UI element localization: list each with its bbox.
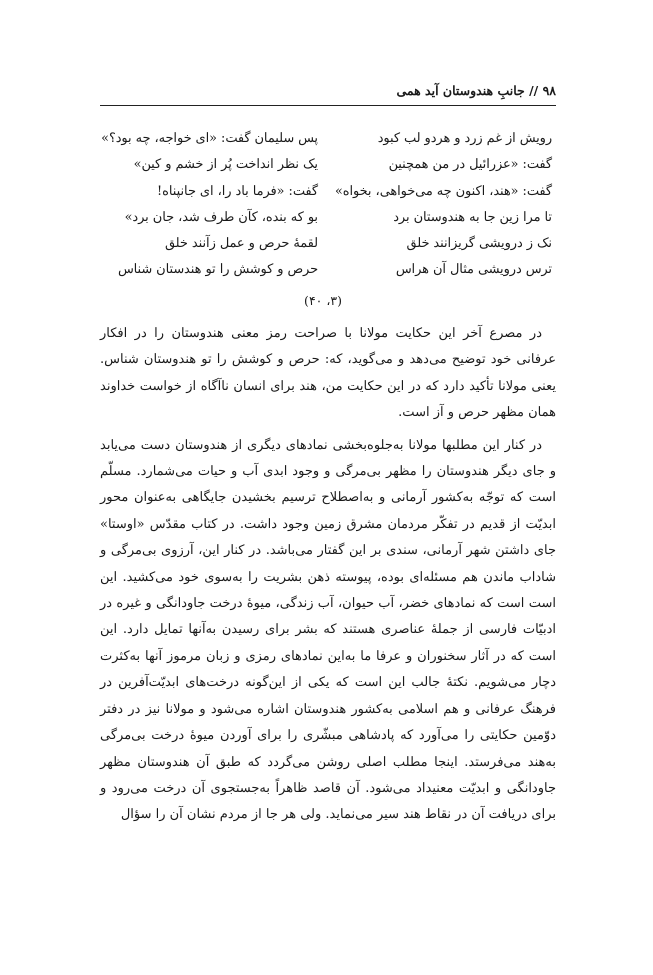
hemistich-first: ترس درویشی مثال آن هراس <box>395 262 552 278</box>
hemistich-first: رویش از غم زرد و هردو لب کبود <box>377 131 552 146</box>
poem-couplet <box>100 257 556 283</box>
paragraph: در مصرع آخر این حکایت مولانا با صراحت رمز معنی هندوستان را در افکار عرفانی خود توضیح می‌دهد و می‌گوید، که: حرص و کوشش را تو هندوستان شناس. یعنی مولانا تأکید دارد که در این حکایت من، هند برای انسان ناآگاه از خواست خداوند همان مظهر حرص و آز است. <box>100 326 556 421</box>
hemistich-second: حرص و کوشش را تو هندستان شناس <box>118 262 318 278</box>
hemistich-second: لقمهٔ حرص و عمل زآنند خلق <box>164 236 318 252</box>
poem-couplet <box>100 179 556 205</box>
hemistich-first: تا مرا زین جا به هندوستان برد <box>393 209 552 225</box>
running-head: ۹۸ // جانبِ هندوستان آید همی <box>396 83 556 98</box>
poem-reference: (۳، ۴۰) <box>304 293 342 308</box>
poem-couplet <box>100 205 556 231</box>
hemistich-first: گفت: «عزرائیل در من همچنین <box>388 157 552 173</box>
poem-couplet <box>100 152 556 178</box>
hemistich-first: نک ز درویشی گریزانند خلق <box>406 236 552 252</box>
hemistich-second: بو که بنده، کآن طرف شد، جان برد» <box>124 209 318 225</box>
book-page <box>100 0 556 975</box>
paragraph: در کنار این مطلبها مولانا به‌جلوه‌بخشی نمادهای دیگری از هندوستان دست می‌یابد و جای دیگر هندوستان را مظهر بی‌مرگی و وجود ابدی آب و حیات می‌شمارد. مسلّم است که توجّه به‌کشور آرمانی و به‌اصطلاح ترسیم بخشیدن جایگاهی به‌عنوان محور ابدیّت از قدیم در تفکّر مردمان مشرق زمین وجود داشت. در کتاب مقدّس «اوستا» جای داشتن شهر آرمانی، سندی بر این گفتار می‌باشد. در کنار این، آرزوی بی‌مرگی و شاداب ماندن هم مسئله‌ای بوده، پیوسته ذهن بشریت را به‌سوی خود می‌کشید. این است است که نمادهای خضر، آب حیوان، آب زندگی، میوهٔ درخت جاودانگی و غیره در ادبیّات فارسی از جملهٔ عناصری هستند که بشر برای رسیدن به‌آنها تمایل دارد. این است که در آثار سخنوران و عرفا ما به‌این نمادهای رمزی و زبان مرموز آنها به‌کثرت دچار می‌شویم. نکتهٔ جالب این است که یکی از این‌گونه درخت‌های ابدیّت‌آفرین در فرهنگ عرفانی و هم اسلامی به‌کشور هندوستان اشاره می‌شود و مولانا نیز در دفتر دوّمین حکایتی را می‌آورد که پادشاهی مبشّری را برای آوردن میوهٔ درخت بی‌مرگی به‌هند می‌فرستد. اینجا مطلب اصلی روشن می‌گردد که طبق آن هندوستان مظهر جاودانگی و ابدیّت معنیداد می‌شود. آن قاصد ظاهراً به‌جستجوی آن درخت می‌رود و برای دریافت آن در نقاط هند سیر می‌نماید. ولی هر جا از مردم نشان آن را سؤال <box>100 437 556 823</box>
poem-block <box>100 126 556 284</box>
body-text <box>100 321 556 835</box>
hemistich-second: یک نظر انداخت پُر از خشم و کین» <box>133 157 318 173</box>
header-rule <box>100 105 556 106</box>
poem-couplet <box>100 126 556 152</box>
hemistich-second: پس سلیمان گفت: «ای خواجه، چه بود؟» <box>101 131 318 146</box>
hemistich-second: گفت: «فرما باد را، ای جانپناه! <box>157 183 318 199</box>
poem-couplet <box>100 231 556 257</box>
hemistich-first: گفت: «هند، اکنون چه می‌خواهی، بخواه» <box>334 183 552 199</box>
